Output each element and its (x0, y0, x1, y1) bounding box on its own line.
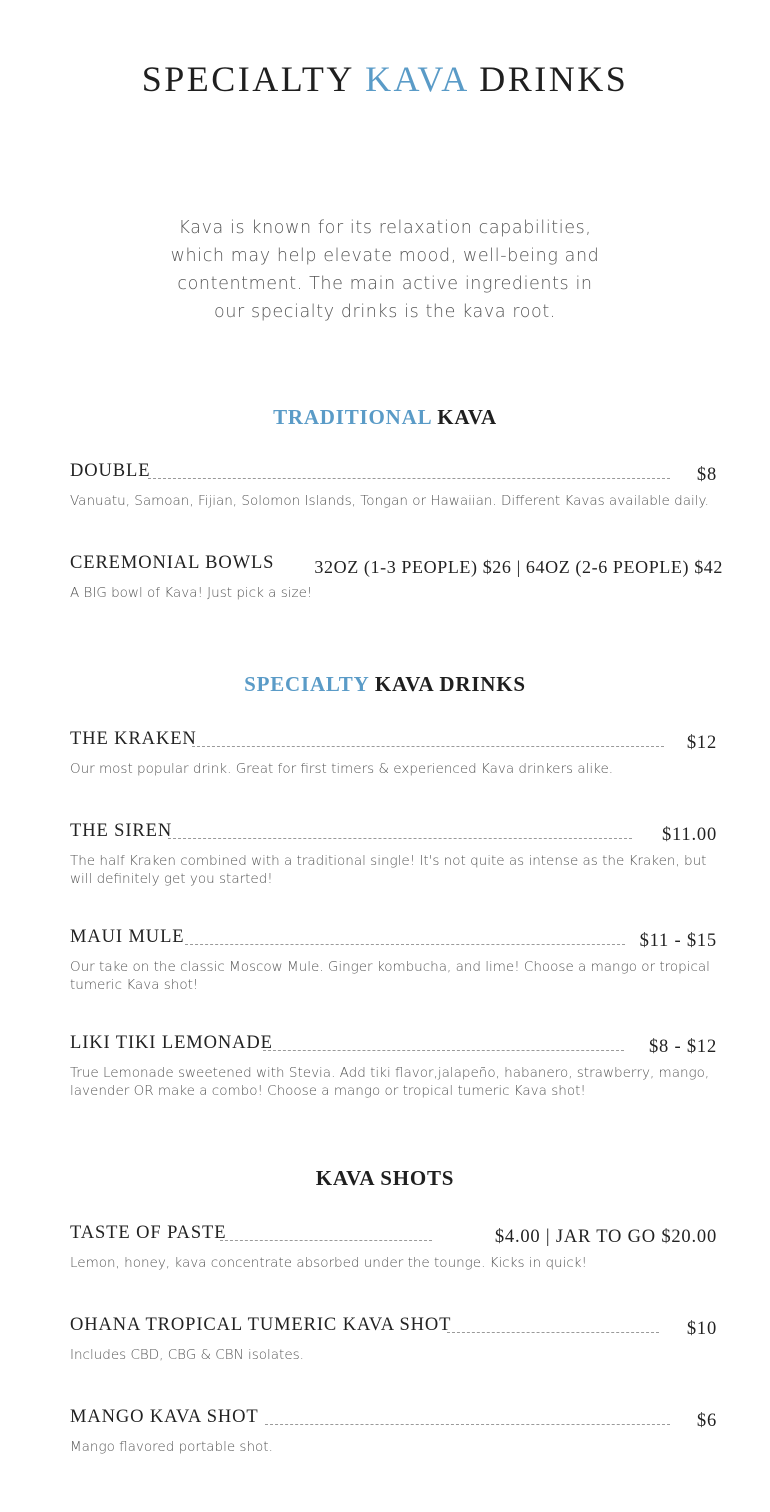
menu-item (70, 1223, 720, 1272)
item-price: $8 - $12 (648, 1037, 717, 1057)
section-title-specialty (0, 672, 770, 697)
dotted-leader (185, 944, 625, 945)
item-description: The half Kraken combined with a traditional single! It's not quite as intense as the Kraken, but will definitely get you started! (70, 853, 707, 887)
item-description: Includes CBD, CBG & CBN isolates. (70, 1347, 304, 1363)
item-price: $6 (696, 1411, 717, 1431)
item-description: Our take on the classic Moscow Mule. Ginger kombucha, and lime! Choose a mango or tropical tumeric Kava shot! (70, 959, 710, 993)
section-title-rest: KAVA SHOTS (315, 1166, 455, 1190)
title-part2: DRINKS (479, 59, 629, 99)
dotted-leader (148, 478, 670, 479)
section-title-rest: KAVA DRINKS (374, 672, 526, 696)
dotted-leader (265, 1424, 670, 1425)
section-title-accent: TRADITIONAL (273, 405, 432, 429)
item-description: Vanuatu, Samoan, Fijian, Solomon Islands, Tongan or Hawaiian. Different Kavas available daily. (70, 493, 709, 509)
page-title (0, 58, 770, 100)
item-name: THE SIREN (70, 821, 173, 841)
item-name: MAUI MULE (70, 927, 185, 947)
item-price: $10 (686, 1319, 717, 1339)
item-name: CEREMONIAL BOWLS (70, 553, 275, 573)
item-price: 32OZ (1-3 PEOPLE) $26 | 64OZ (2-6 PEOPLE) $42 (314, 557, 723, 577)
menu-item (70, 1315, 720, 1364)
menu-item (70, 553, 723, 602)
item-description: True Lemonade sweetened with Stevia. Add tiki flavor,jalapeño, habanero, strawberry, mango, lavender OR make a combo! Choose a mango or tropical tumeric Kava shot! (70, 1065, 710, 1099)
dotted-leader (168, 838, 632, 839)
menu-item (70, 1407, 720, 1456)
menu-item (70, 821, 720, 888)
item-price: $11.00 (662, 825, 717, 845)
menu-item (70, 1033, 720, 1100)
dotted-leader (447, 1332, 659, 1333)
item-name: TASTE OF PASTE (70, 1223, 227, 1243)
dotted-leader (192, 746, 664, 747)
dotted-leader (263, 1050, 624, 1051)
dotted-leader (220, 1240, 432, 1241)
item-description: Our most popular drink. Great for first timers & experienced Kava drinkers alike. (70, 761, 614, 777)
intro-text: Kava is known for its relaxation capabilities, which may help elevate mood, well-being and contentment. The main active ingredients in our specialty drinks is the kava root. (170, 218, 600, 322)
section-title-rest: KAVA (437, 405, 497, 429)
item-price: $4.00 | JAR TO GO $20.00 (494, 1227, 717, 1247)
item-name: LIKI TIKI LEMONADE (70, 1033, 273, 1053)
section-title-shots (0, 1166, 770, 1191)
item-name: DOUBLE (70, 461, 151, 481)
title-accent: KAVA (365, 59, 468, 99)
item-price: $8 (696, 465, 717, 485)
section-title-accent: SPECIALTY (244, 672, 369, 696)
item-name: OHANA TROPICAL TUMERIC KAVA SHOT (70, 1315, 452, 1335)
item-description: Lemon, honey, kava concentrate absorbed under the tounge. Kicks in quick! (70, 1255, 587, 1271)
item-name: MANGO KAVA SHOT (70, 1407, 259, 1427)
item-description: A BIG bowl of Kava! Just pick a size! (70, 585, 313, 601)
menu-item (70, 461, 720, 510)
item-price: $11 - $15 (639, 931, 717, 951)
item-description: Mango flavored portable shot. (70, 1439, 273, 1455)
menu-item (70, 729, 720, 778)
section-title-traditional (0, 405, 770, 430)
item-name: THE KRAKEN (70, 729, 197, 749)
item-price: $12 (686, 733, 717, 753)
title-part1: SPECIALTY (141, 59, 354, 99)
menu-item (70, 927, 720, 994)
